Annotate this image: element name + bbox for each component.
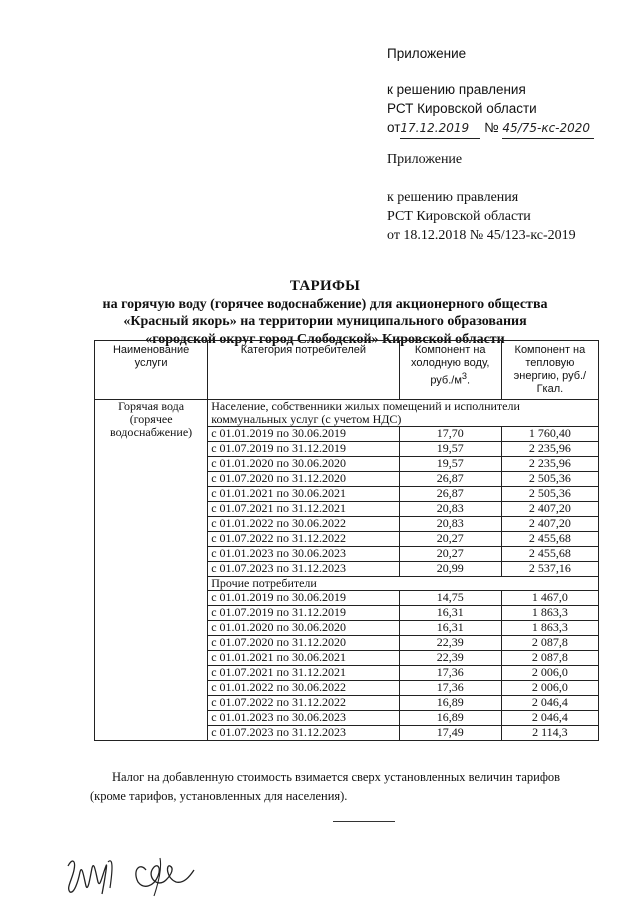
- cold-value-cell: 16,89: [399, 696, 501, 711]
- heat-value-cell: 2 455,68: [501, 547, 598, 562]
- period-cell: с 01.07.2023 по 31.12.2023: [208, 562, 399, 577]
- appendix-new-date: 17.12.2019: [400, 119, 480, 139]
- header-category: Категория потребителей: [208, 341, 399, 400]
- separator-line: [333, 821, 395, 822]
- heat-value-cell: 1 863,3: [501, 606, 598, 621]
- cold-value-cell: 17,36: [399, 666, 501, 681]
- header-cold-tail: .: [467, 374, 471, 387]
- period-cell: с 01.01.2022 по 30.06.2022: [208, 681, 399, 696]
- heat-value-cell: 2 235,96: [501, 457, 598, 472]
- tariff-table: [94, 340, 599, 741]
- period-cell: с 01.07.2019 по 31.12.2019: [208, 442, 399, 457]
- appendix-old-line1: к решению правления: [387, 190, 519, 205]
- appendix-new-title: Приложение: [387, 46, 467, 61]
- period-cell: с 01.07.2022 по 31.12.2022: [208, 532, 399, 547]
- heat-value-cell: 2 407,20: [501, 517, 598, 532]
- heat-value-cell: 2 087,8: [501, 636, 598, 651]
- heat-value-cell: 1 863,3: [501, 621, 598, 636]
- period-cell: с 01.07.2023 по 31.12.2023: [208, 726, 399, 741]
- period-cell: с 01.01.2023 по 30.06.2023: [208, 547, 399, 562]
- cold-value-cell: 22,39: [399, 651, 501, 666]
- group-label: Население, собственники жилых помещений и исполнители коммунальных услуг (с учетом НДС): [208, 400, 599, 427]
- cold-value-cell: 17,70: [399, 427, 501, 442]
- cold-value-cell: 16,31: [399, 621, 501, 636]
- cold-value-cell: 22,39: [399, 636, 501, 651]
- group-label: Прочие потребители: [208, 577, 599, 591]
- signature-image: [62, 848, 212, 898]
- period-cell: с 01.07.2021 по 31.12.2021: [208, 502, 399, 517]
- period-cell: с 01.01.2020 по 30.06.2020: [208, 457, 399, 472]
- period-cell: с 01.07.2022 по 31.12.2022: [208, 696, 399, 711]
- footnote: [90, 768, 612, 806]
- document-heading: [90, 278, 560, 348]
- heat-value-cell: 1 467,0: [501, 591, 598, 606]
- cold-value-cell: 20,83: [399, 502, 501, 517]
- cold-value-cell: 20,99: [399, 562, 501, 577]
- period-cell: с 01.01.2022 по 30.06.2022: [208, 517, 399, 532]
- heat-value-cell: 2 114,3: [501, 726, 598, 741]
- heat-value-cell: 2 087,8: [501, 651, 598, 666]
- tariff-body: [95, 400, 599, 741]
- heading-line2: «Красный якорь» на территории муниципального образования: [123, 314, 527, 329]
- cold-value-cell: 26,87: [399, 487, 501, 502]
- period-cell: с 01.07.2020 по 31.12.2020: [208, 636, 399, 651]
- service-name: Горячая вода (горячее водоснабжение): [95, 400, 208, 741]
- heading-line3: «городской округ город Слободской» Кировской области: [145, 331, 505, 347]
- cold-value-cell: 16,31: [399, 606, 501, 621]
- document-title: ТАРИФЫ: [289, 278, 361, 294]
- group-row: [95, 400, 599, 427]
- heat-value-cell: 2 505,36: [501, 487, 598, 502]
- heat-value-cell: 2 006,0: [501, 681, 598, 696]
- table-header-row: [95, 341, 599, 400]
- cold-value-cell: 20,83: [399, 517, 501, 532]
- cold-value-cell: 14,75: [399, 591, 501, 606]
- appendix-new-line3: [387, 118, 594, 139]
- appendix-new-num-prefix: №: [484, 120, 499, 135]
- period-cell: с 01.01.2019 по 30.06.2019: [208, 427, 399, 442]
- appendix-old-line3: от 18.12.2018 № 45/123-кс-2019: [387, 228, 576, 243]
- heat-value-cell: 2 046,4: [501, 711, 598, 726]
- heat-value-cell: 2 537,16: [501, 562, 598, 577]
- heat-value-cell: 2 006,0: [501, 666, 598, 681]
- cold-value-cell: 19,57: [399, 457, 501, 472]
- period-cell: с 01.01.2019 по 30.06.2019: [208, 591, 399, 606]
- period-cell: с 01.01.2021 по 30.06.2021: [208, 651, 399, 666]
- heading-line1: на горячую воду (горячее водоснабжение) для акционерного общества: [102, 296, 548, 312]
- appendix-old-line2: РСТ Кировской области: [387, 209, 531, 224]
- period-cell: с 01.07.2020 по 31.12.2020: [208, 472, 399, 487]
- period-cell: с 01.01.2020 по 30.06.2020: [208, 621, 399, 636]
- header-cold: [399, 341, 501, 400]
- appendix-old-title: Приложение: [387, 152, 463, 167]
- cold-value-cell: 17,36: [399, 681, 501, 696]
- appendix-new-line2: РСТ Кировской области: [387, 101, 537, 116]
- heat-value-cell: 1 760,40: [501, 427, 598, 442]
- header-service: Наименование услуги: [95, 341, 208, 400]
- period-cell: с 01.07.2021 по 31.12.2021: [208, 666, 399, 681]
- heat-value-cell: 2 505,36: [501, 472, 598, 487]
- appendix-new-number: 45/75-кс-2020: [502, 119, 594, 139]
- header-cold-main: Компонент на холодную воду, руб./м: [410, 344, 490, 387]
- appendix-new-date-prefix: от: [387, 120, 401, 135]
- appendix-new: [387, 44, 594, 139]
- heat-value-cell: 2 046,4: [501, 696, 598, 711]
- footnote-line2: (кроме тарифов, установленных для населения).: [90, 789, 348, 803]
- heat-value-cell: 2 235,96: [501, 442, 598, 457]
- cold-value-cell: 17,49: [399, 726, 501, 741]
- period-cell: с 01.01.2021 по 30.06.2021: [208, 487, 399, 502]
- period-cell: с 01.01.2023 по 30.06.2023: [208, 711, 399, 726]
- heat-value-cell: 2 407,20: [501, 502, 598, 517]
- appendix-old: [387, 150, 576, 245]
- header-heat: Компонент на тепловую энергию, руб./Гкал.: [501, 341, 598, 400]
- period-cell: с 01.07.2019 по 31.12.2019: [208, 606, 399, 621]
- footnote-line1: Налог на добавленную стоимость взимается сверх установленных величин тарифов: [112, 770, 561, 784]
- appendix-new-line1: к решению правления: [387, 82, 526, 97]
- cold-value-cell: 16,89: [399, 711, 501, 726]
- cold-value-cell: 20,27: [399, 532, 501, 547]
- heat-value-cell: 2 455,68: [501, 532, 598, 547]
- cold-value-cell: 19,57: [399, 442, 501, 457]
- cold-value-cell: 20,27: [399, 547, 501, 562]
- cold-value-cell: 26,87: [399, 472, 501, 487]
- header-cold-sup: 3: [461, 371, 467, 381]
